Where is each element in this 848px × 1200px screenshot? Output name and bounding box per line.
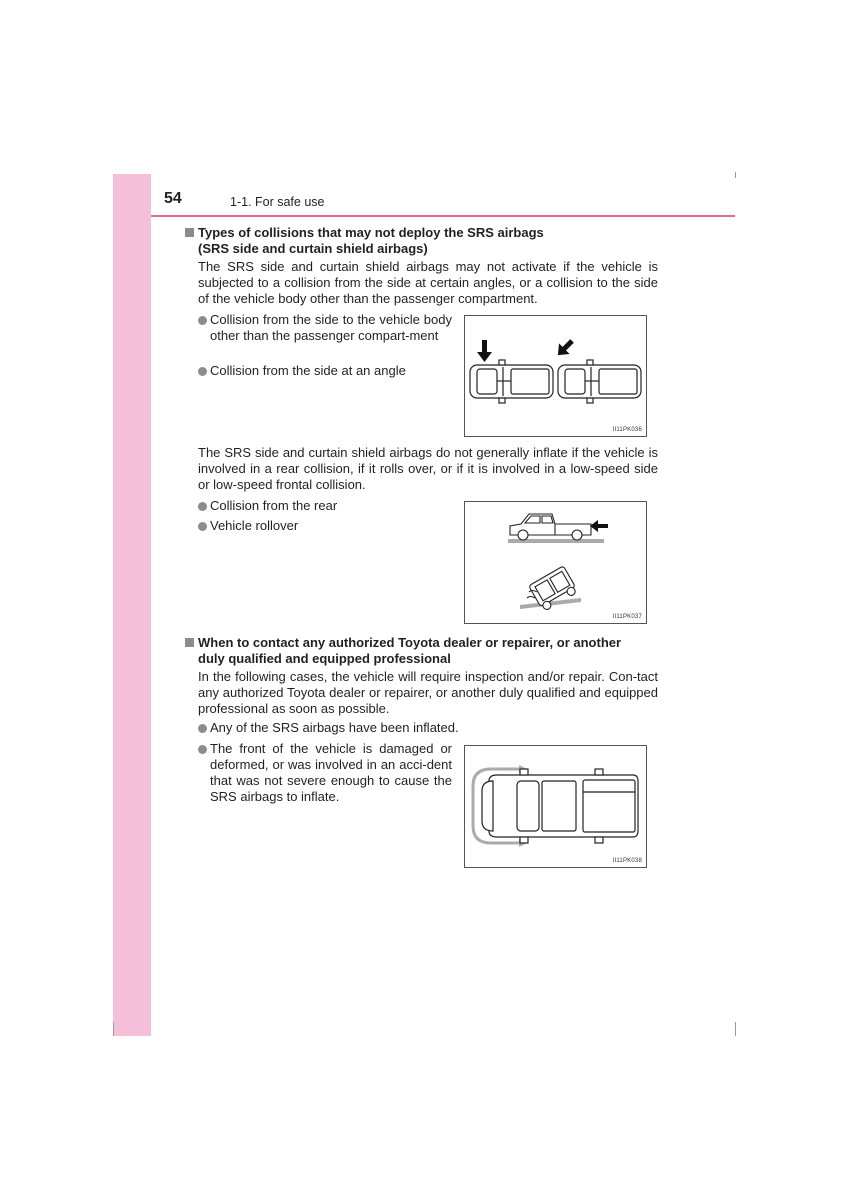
list-item-text: Vehicle rollover xyxy=(210,518,299,533)
side-collision-illustration xyxy=(465,316,646,436)
figure-code: II11PK037 xyxy=(612,614,642,620)
section-heading xyxy=(185,635,621,667)
page-number: 54 xyxy=(164,190,182,207)
square-bullet-icon xyxy=(185,228,194,237)
heading-text: duly qualified and equipped professional xyxy=(198,651,451,666)
header-rule xyxy=(151,215,735,217)
round-bullet-icon xyxy=(198,367,207,376)
list-item-text: Collision from the rear xyxy=(210,498,338,513)
list-item-text: Collision from the side to the vehicle body other than the passenger compart-ment xyxy=(210,312,452,343)
section-title: 1-1. For safe use xyxy=(230,195,325,209)
crop-mark xyxy=(735,1022,736,1036)
body-paragraph: In the following cases, the vehicle will require inspection and/or repair. Con-tact any authorized Toyota dealer or repairer, or another duly qualified and equipped professional as soon as possible. xyxy=(198,669,658,716)
figure-rear-rollover xyxy=(464,501,647,624)
heading-text: Types of collisions that may not deploy the SRS airbags xyxy=(198,225,544,240)
figure-code: II11PK036 xyxy=(612,427,642,433)
list-item xyxy=(198,518,452,534)
figure-front-damage xyxy=(464,745,647,868)
list-item xyxy=(198,498,452,514)
round-bullet-icon xyxy=(198,724,207,733)
arrow-icon xyxy=(477,340,492,362)
front-damage-illustration xyxy=(465,746,646,867)
body-paragraph: The SRS side and curtain shield airbags do not generally inflate if the vehicle is involved in a rear collision, if it rolls over, or if it is involved in a low-speed side or low-speed frontal collision. xyxy=(198,445,658,492)
list-item-text: Collision from the side at an angle xyxy=(210,363,406,378)
list-item xyxy=(198,363,452,379)
thumb-index-band xyxy=(113,174,151,1036)
figure-code: II11PK038 xyxy=(612,858,642,864)
round-bullet-icon xyxy=(198,316,207,325)
body-paragraph: The SRS side and curtain shield airbags may not activate if the vehicle is subjected to a collision from the side at certain angles, or a collision to the side of the vehicle body other than the passenger compartment. xyxy=(198,259,658,306)
crop-mark xyxy=(113,1022,114,1036)
round-bullet-icon xyxy=(198,745,207,754)
square-bullet-icon xyxy=(185,638,194,647)
heading-text: (SRS side and curtain shield airbags) xyxy=(198,241,428,256)
list-item xyxy=(198,720,656,736)
section-heading xyxy=(185,225,544,257)
heading-text: When to contact any authorized Toyota dealer or repairer, or another xyxy=(198,635,622,650)
arrow-icon xyxy=(590,520,608,532)
round-bullet-icon xyxy=(198,522,207,531)
round-bullet-icon xyxy=(198,502,207,511)
list-item-text: The front of the vehicle is damaged or deformed, or was involved in an acci-dent that was not severe enough to cause the SRS airbags to inflate. xyxy=(210,741,452,804)
arrow-icon xyxy=(553,336,578,361)
rear-rollover-illustration xyxy=(465,502,646,623)
list-item xyxy=(198,741,452,805)
crop-mark xyxy=(735,172,736,178)
list-item xyxy=(198,312,452,344)
list-item-text: Any of the SRS airbags have been inflated. xyxy=(210,720,459,735)
figure-side-collision xyxy=(464,315,647,437)
